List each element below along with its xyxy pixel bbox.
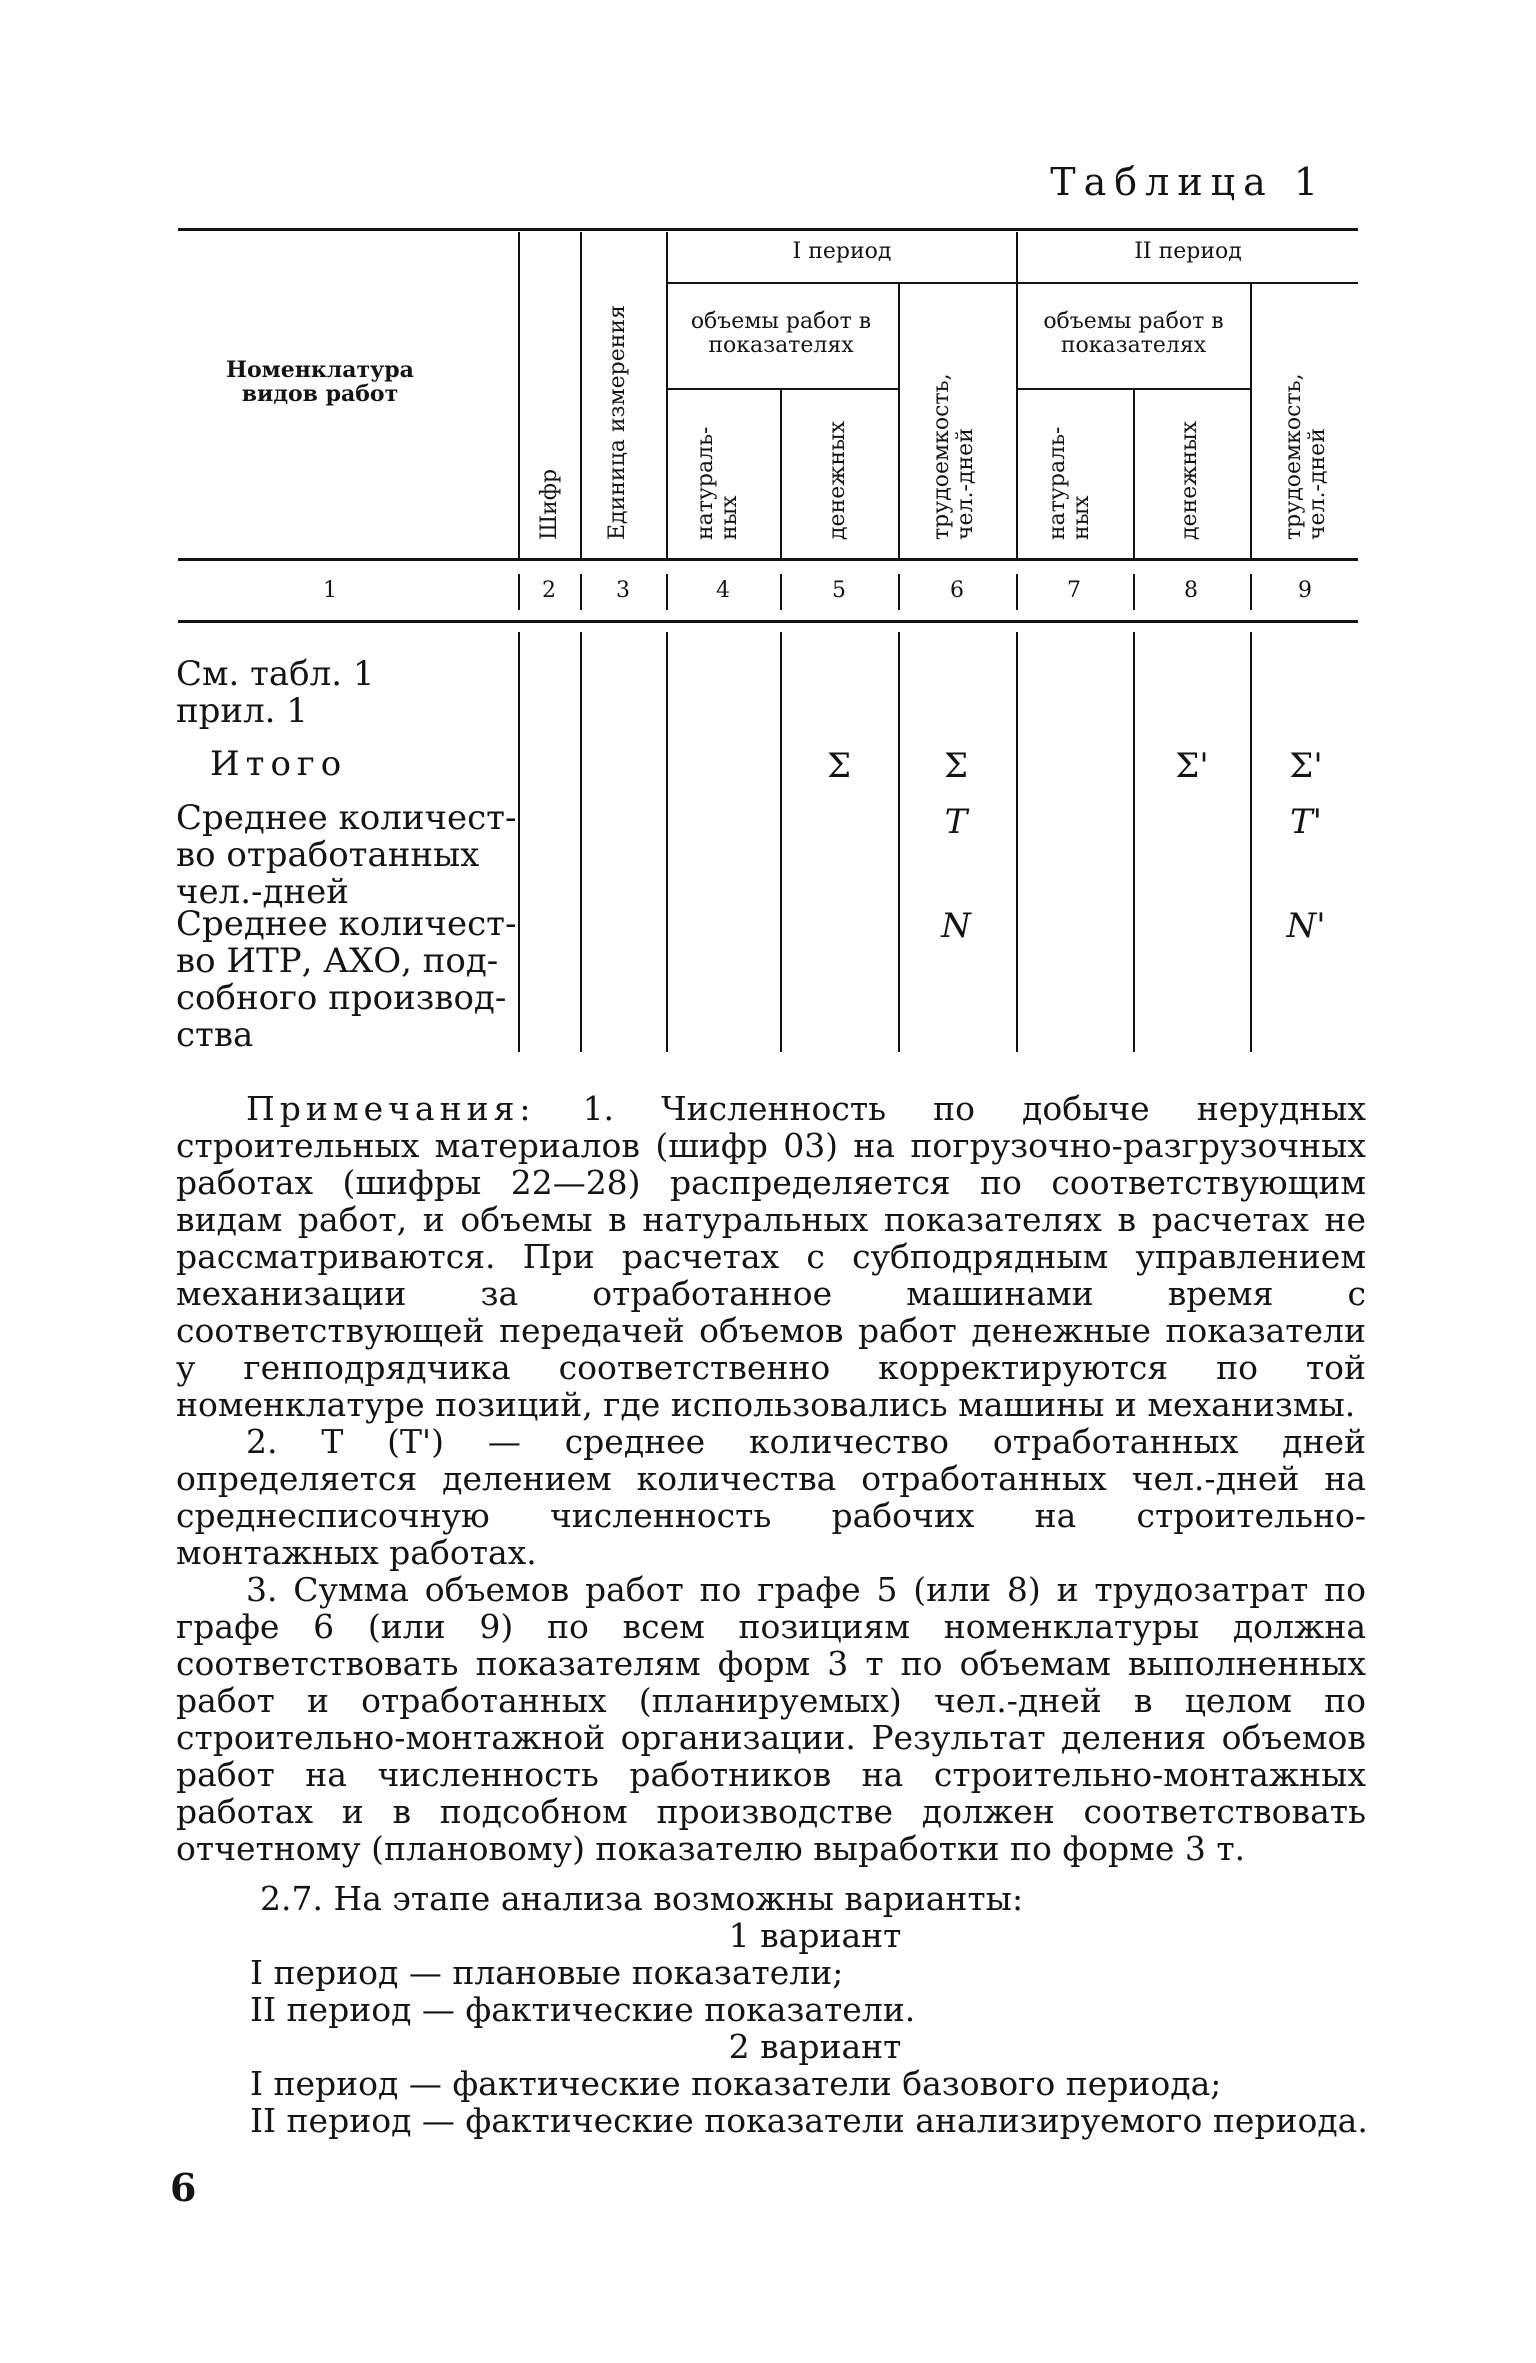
vrule-8 <box>1250 284 1252 558</box>
header-labor-1: трудоемкость, чел.-дней <box>929 373 978 540</box>
col-number-5: 5 <box>832 578 846 603</box>
vrule-3 <box>666 232 668 558</box>
header-period-1: I период <box>792 239 892 264</box>
header-code: Шифр <box>537 468 562 540</box>
header-nomenclature: Номенклатура видов работ <box>226 357 414 407</box>
header-period-2: II период <box>1134 239 1242 264</box>
data-table <box>0 0 1536 1060</box>
row-avg-days-label: Среднее количест- во отработанных чел.-дней <box>176 798 517 912</box>
section-title: 2.7. На этапе анализа возможны варианты: <box>260 1879 1024 1918</box>
header-volumes-1: объемы работ в показателях <box>690 309 872 358</box>
num-vrule-2 <box>580 574 582 610</box>
period-rule <box>668 282 1358 284</box>
vrule-1 <box>518 232 520 558</box>
note-1 <box>176 1090 1366 1423</box>
note-1-text: 1. Численность по добыче нерудных строительных материалов (шифр 03) на погрузочно-разгрузочных работах (шифры 22—28) распределяется по соответствующим видам работ, и объемы в натуральных показателях в расчетах не рассматриваются. При расчетах с субподрядным управлением механизации за отработанное машинами время с соответствующей передачей объемов работ денежные показатели у генподрядчика соответственно корректируются по той номенклатуре позиций, где использовались машины и механизмы. <box>176 1089 1367 1424</box>
t-col9: T' <box>1289 802 1323 842</box>
note-3: 3. Сумма объемов работ по графе 5 (или 8) и трудозатрат по графе 6 (или 9) по всем позициям номенклатуры должна соответствовать показателям форм 3 т по объемам выполненных работ и отработанных (планируемых) чел.-дней в целом по строительно-монтажной организации. Результат деления объемов работ на численность работников на строительно-монтажных работах и в подсобном производстве должен соответствовать отчетному (плановому) показателю выработки по форме 3 т. <box>176 1570 1366 1868</box>
volumes-rule-1 <box>668 388 898 390</box>
col-number-1: 1 <box>323 578 337 603</box>
num-vrule-3 <box>666 574 668 610</box>
body-vrule-6 <box>1016 632 1018 1052</box>
col-number-3: 3 <box>616 578 630 603</box>
body-vrule-3 <box>666 632 668 1052</box>
col-number-7: 7 <box>1067 578 1081 603</box>
vrule-2 <box>580 232 582 558</box>
num-vrule-4 <box>780 574 782 610</box>
vrule-4 <box>780 390 782 558</box>
row-reference: См. табл. 1 прил. 1 <box>176 654 375 731</box>
variant-1-line-2: II период — фактические показатели. <box>250 1990 916 2029</box>
variant-1-line-1: I период — плановые показатели; <box>250 1953 844 1992</box>
vrule-7 <box>1133 390 1135 558</box>
sigma-col6: Σ <box>943 746 969 786</box>
vrule-5 <box>898 284 900 558</box>
notes-heading: Примечания: <box>246 1089 536 1128</box>
page-number: 6 <box>170 2165 197 2210</box>
sigma-col9: Σ' <box>1289 746 1323 786</box>
body-vrule-7 <box>1133 632 1135 1052</box>
num-vrule-6 <box>1016 574 1018 610</box>
row-avg-staff-label: Среднее количест- во ИТР, АХО, под- собного производ- ства <box>176 904 517 1055</box>
notes-block <box>176 1090 1366 1867</box>
t-col6: T <box>944 802 968 842</box>
sigma-col5: Σ <box>826 746 852 786</box>
col-number-4: 4 <box>716 578 730 603</box>
header-labor-2: трудоемкость, чел.-дней <box>1281 373 1330 540</box>
col-number-2: 2 <box>542 578 556 603</box>
n-col6: N <box>941 906 971 946</box>
table-caption: Таблица 1 <box>1050 160 1326 204</box>
vrule-6 <box>1016 232 1018 558</box>
body-vrule-4 <box>780 632 782 1052</box>
header-unit: Единица измерения <box>605 305 630 540</box>
header-money-2: денежных <box>1177 420 1202 540</box>
body-vrule-8 <box>1250 632 1252 1052</box>
numbers-bottom-rule <box>178 620 1358 623</box>
header-natural-2: натураль- ных <box>1045 426 1094 540</box>
section-2-7 <box>250 1879 1370 2140</box>
header-bottom-rule <box>178 558 1358 561</box>
header-money-1: денежных <box>825 420 850 540</box>
num-vrule-1 <box>518 574 520 610</box>
body-vrule-5 <box>898 632 900 1052</box>
variant-2-line-2: II период — фактические показатели анализируемого периода. <box>250 2101 1368 2140</box>
sigma-col8: Σ' <box>1175 746 1209 786</box>
col-number-9: 9 <box>1298 578 1312 603</box>
n-col9: N' <box>1286 906 1326 946</box>
header-natural-1: натураль- ных <box>693 426 742 540</box>
col-number-8: 8 <box>1184 578 1198 603</box>
body-vrule-1 <box>518 632 520 1052</box>
num-vrule-7 <box>1133 574 1135 610</box>
table-top-rule <box>178 228 1358 231</box>
note-2: 2. Т (Т') — среднее количество отработанных дней определяется делением количества отработанных чел.-дней на среднесписочную численность рабочих на строительно-монтажных работах. <box>176 1422 1366 1572</box>
body-vrule-2 <box>580 632 582 1052</box>
variant-1-title: 1 вариант <box>728 1916 902 1955</box>
num-vrule-8 <box>1250 574 1252 610</box>
header-volumes-2: объемы работ в показателях <box>1043 309 1224 358</box>
variant-2-line-1: I период — фактические показатели базового периода; <box>250 2064 1222 2103</box>
variant-2-title: 2 вариант <box>728 2027 902 2066</box>
col-number-6: 6 <box>950 578 964 603</box>
num-vrule-5 <box>898 574 900 610</box>
row-total-label: Итого <box>210 744 348 784</box>
